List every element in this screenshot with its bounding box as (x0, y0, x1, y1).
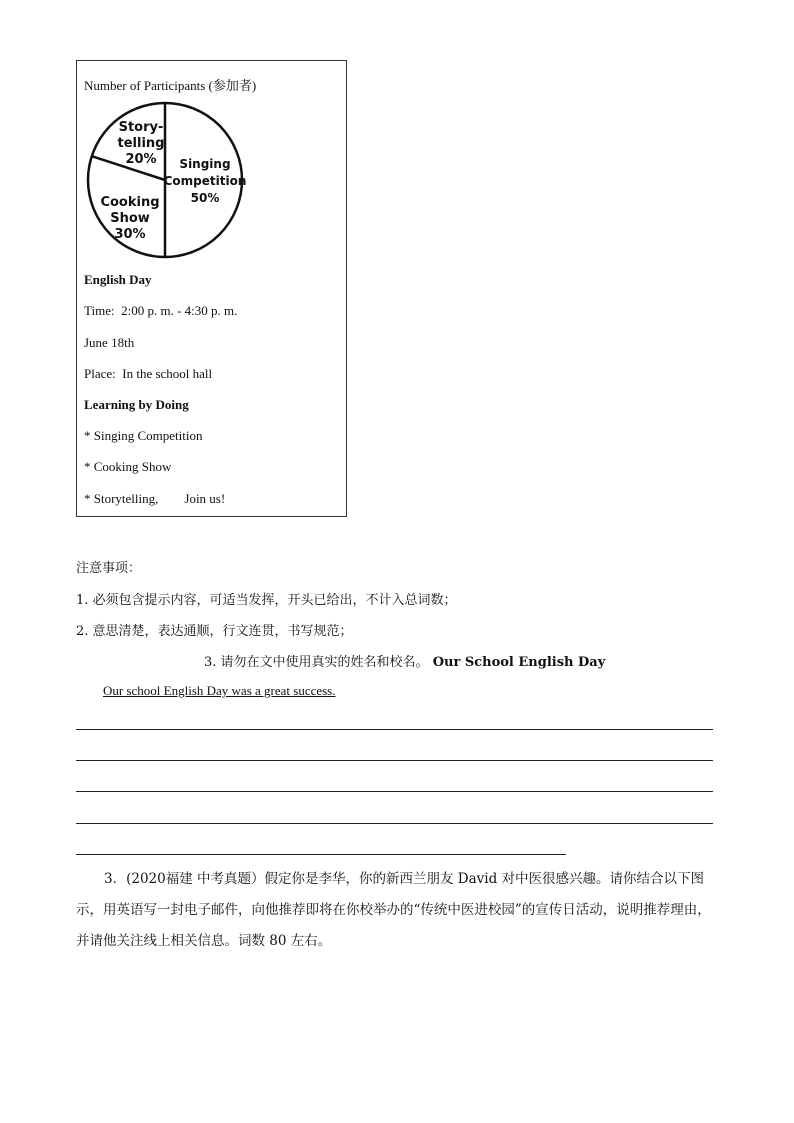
event-time: Time: 2:00 p. m. - 4:30 p. m. (84, 303, 238, 318)
activity-item-cooking: * Cooking Show (84, 459, 172, 474)
activity-item-storytelling: * Storytelling, Join us! (84, 491, 226, 506)
pie-group (88, 103, 246, 257)
note-2: 2. 意思清楚，表达通顺，行文连贯，书写规范； (76, 624, 353, 639)
note-3-text: 3. 请勿在文中使用真实的姓名和校名。 (204, 655, 429, 670)
event-date: June 18th (84, 335, 135, 350)
note-3 (204, 651, 605, 670)
pie-slice-label-line: 20% (125, 152, 157, 167)
writing-line-3 (76, 791, 713, 792)
pie-slice-label-line: 50% (190, 191, 220, 205)
writing-line-2 (76, 760, 713, 761)
pie-slice-label-line: Cooking (100, 195, 160, 210)
question-3-text: 3．(2020福建 中考真题）假定你是李华，你的新西兰朋友 David 对中医很感兴趣。请你结合以下图示，用英语写一封电子邮件，向他推荐即将在你校举办的“传统中医进校园”的宣传日活动，说明推荐理由，并请他关注线上相关信息。词数 80 左右。 (76, 871, 711, 949)
chart-title: Number of Participants (参加者) (84, 78, 257, 93)
event-place: Place: In the school hall (84, 366, 213, 381)
composition-starter: Our school English Day was a great success. (103, 683, 336, 698)
writing-line-1 (76, 729, 713, 730)
pie-slice-label-line: Story- (118, 120, 164, 135)
pie-slice-label-line: Singing (179, 157, 231, 171)
notes-heading: 注意事项： (76, 561, 142, 576)
pie-slice-label-line: Show (110, 211, 150, 226)
english-day-poster (76, 60, 347, 517)
pie-slice-label-line: telling (117, 136, 165, 151)
pie-slice-label-line: Competition (163, 174, 247, 188)
question-3-paragraph (76, 864, 716, 957)
section-title: Learning by Doing (84, 397, 189, 412)
pie-slice-label-line: 30% (114, 227, 146, 242)
writing-line-4 (76, 823, 713, 824)
event-title: English Day (84, 272, 152, 287)
note-1: 1. 必须包含提示内容，可适当发挥，开头已给出，不计入总词数； (76, 593, 457, 608)
composition-title: Our School English Day (432, 655, 606, 670)
participants-pie-chart (83, 97, 253, 265)
activity-item-singing: * Singing Competition (84, 428, 203, 443)
writing-line-5 (76, 854, 566, 855)
